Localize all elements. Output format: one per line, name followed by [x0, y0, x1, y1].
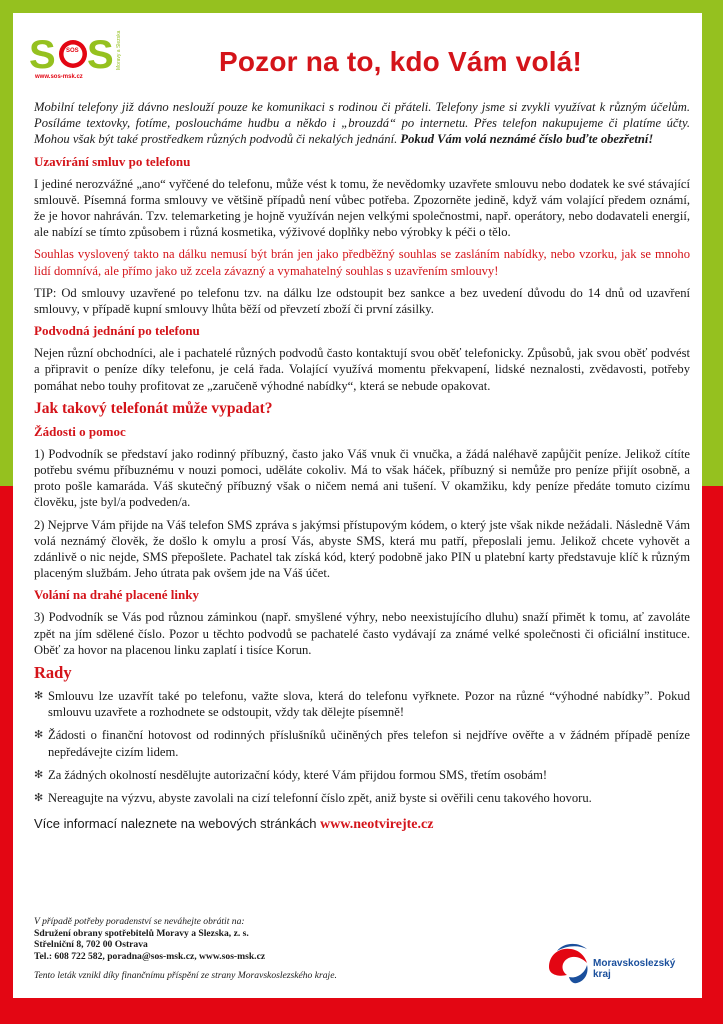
advice-list	[34, 688, 690, 806]
advice-item: ✻ Nereagujte na výzvu, abyste zavolali na cizí telefonní číslo zpět, aniž byste si ověřili cenu takového hovoru.	[34, 791, 592, 806]
svg-text:S: S	[29, 33, 55, 77]
fraud-paragraph: Nejen různí obchodníci, ale i pachatelé různých podvodů často kontaktují svou oběť telefonicky. Způsobů, jak svou oběť podvést a připravit o peníze díky telefonu, je celá řada. Volající využívá momentu překvapení, lidské neznalosti, zvědavosti, potřeby pomáhat nebo touhy profitovat ze „zaručeně výhodné nabídky“, která se nebude opakovat.	[34, 346, 690, 393]
asterisk-bullet-icon: ✻	[34, 768, 44, 781]
more-info-text: Více informací naleznete na webových stránkách	[34, 816, 321, 832]
footer-intro: V případě potřeby poradenství se neváhejte obrátit na:	[34, 916, 245, 927]
advice-item: ✻ Žádosti o finanční hotovost od rodinných příslušníků učiněných přes telefon si nejdříve ověřte a v žádném případě peníze nepředávejte cizím lidem.	[34, 728, 690, 759]
contracts-paragraph-1: I jediné nerozvážné „ano“ vyřčené do telefonu, může vést k tomu, že nevědomky uzavřete smlouvu nebo dodatek ke své stávající smlouvě. Písemná forma smlouvy ve většině případů není vůbec potřeba. Zpozorněte jedině, když vám volající předem oznámí, že je hovor nahráván. Tzv. telemarketing je hojně využíván nejen velkými společnostmi, např. operátory, nebo dodavateli energií, ale nabízí se tímto způsobem i různá kosmetika, výživové doplňky nebo výrobky k péči o tělo.	[34, 176, 690, 240]
footer-funding-note: Tento leták vznikl díky finančnímu příspění ze strany Moravskoslezského kraje.	[34, 970, 337, 982]
example-paragraph-3: 3) Podvodník se Vás pod různou záminkou (např. smyšlené výhry, nebo neexistujícího dluhu) snaží přimět k tomu, ať zavoláte zpět na jím sdělené číslo. Pozor u těchto podvodů se pachatelé často vydávají za známé velké společnosti či oficiální instituce. Oběť za hovor na placenou linku zaplatí i tisíce Korun.	[34, 610, 690, 657]
heading-call-example: Jak takový telefonát může vypadat?	[34, 399, 273, 417]
neotvirejte-link[interactable]: www.neotvirejte.cz	[320, 817, 434, 833]
asterisk-bullet-icon: ✻	[34, 729, 44, 742]
sos-logo	[29, 30, 149, 90]
heading-advice: Rady	[34, 663, 72, 683]
advice-item: ✻ Za žádných okolností nesdělujte autorizační kódy, které Vám přijdou formou SMS, třetím osobám!	[34, 767, 548, 782]
footer-contacts: Tel.: 608 722 582, poradna@sos-msk.cz, www.sos-msk.cz	[34, 950, 266, 962]
intro-warning: Pokud Vám volá neznámé číslo buďte obezřetní!	[400, 132, 654, 147]
heading-premium-lines: Volání na drahé placené linky	[34, 587, 199, 603]
header	[13, 13, 702, 93]
footer-address: Střelniční 8, 702 00 Ostrava	[34, 939, 148, 951]
footer-organization: Sdružení obrany spotřebitelů Moravy a Slezska, z. s.	[34, 927, 249, 939]
advice-item: ✻ Smlouvu lze uzavřít také po telefonu, važte slova, která do telefonu vyřknete. Pozor na různé “výhodné nabídky”. Pokud smlouvu uzavřete a rozhodnete se odstoupit, vždy tak dělejte písemně!	[34, 689, 690, 720]
asterisk-bullet-icon: ✻	[34, 792, 44, 805]
region-name-line2: kraj	[593, 969, 611, 980]
more-info	[34, 816, 690, 833]
heading-fraud: Podvodná jednání po telefonu	[34, 323, 200, 339]
heading-help-requests: Žádosti o pomoc	[34, 423, 126, 439]
logo-side-text: Moravy a Slezska	[116, 30, 122, 70]
example-paragraph-2: 2) Nejprve Vám přijde na Váš telefon SMS zpráva s jakýmsi přístupovým kódem, o který jste však nikde nežádali. Následně Vám volá neznámý člověk, že došlo k omylu a prosí Vás, abyste SMS, která mu patří, přeposlali jemu. Jelikož chcete vyhovět a zdánlivě o nic nejde, SMS přepošlete. Pachatel tak získá kód, který podobně jako PIN u platební karty představuje klíč k různým placeným službám. Jeho útrata pak ovšem jde na Váš účet.	[34, 517, 690, 581]
footer-contact	[34, 916, 474, 982]
contracts-tip: TIP: Od smlouvy uzavřené po telefonu tzv. na dálku lze odstoupit bez sankce a bez uvedení důvodu do 14 dnů od uzavření smlouvy, v případě kupní smlouvy lhůta běží od převzetí zboží či první zásilky.	[34, 285, 690, 317]
logo-small-text: SOS	[66, 48, 79, 54]
asterisk-bullet-icon: ✻	[34, 690, 44, 703]
content	[34, 99, 690, 834]
leaflet-page	[13, 13, 702, 998]
intro-text: Mobilní telefony již dávno neslouží pouze ke komunikaci s rodinou či přáteli. Telefony jsme si zvykli využívat k různým účelům. Posíláme textovky, fotíme, posloucháme hudbu a někdo i „brouzdá“ po internetu. Přes telefon nakupujeme či platíme účty. Mohou však být také prostředkem různých podvodů či nekalých jednání.	[34, 100, 690, 147]
region-name-line1: Moravskoslezský	[593, 958, 676, 969]
svg-text:S: S	[87, 33, 114, 77]
contracts-warning: Souhlas vyslovený takto na dálku nemusí být brán jen jako předběžný souhlas se zasláním nabídky, nebo vzorku, jak se mnoho lidí domnívá, ale přímo jako už zcela závazný a vymahatelný souhlas s uzavřením smlouvy!	[34, 247, 690, 278]
intro-paragraph	[34, 99, 690, 148]
heading-contracts: Uzavírání smluv po telefonu	[34, 153, 191, 169]
example-paragraph-1: 1) Podvodník se představí jako rodinný příbuzný, často jako Váš vnuk či vnučka, a žádá naléhavě zapůjčit peníze. Jelikož cítíte potřebu svému příbuznému v nouzi pomoci, uděláte cokoliv. Má to však háček, příbuzný si nemůže pro peníze přijít osobně, a proto pošle kamaráda. Váš skutečný příbuzný však o ničem nemá ani tušení. V okamžiku, kdy peníze předáte tomuto cizímu člověku, jste byl/a podveden/a.	[34, 446, 690, 510]
page-title: Pozor na to, kdo Vám volá!	[219, 46, 583, 77]
logo-url: www.sos-msk.cz	[35, 74, 83, 80]
region-logo-text	[593, 958, 675, 980]
